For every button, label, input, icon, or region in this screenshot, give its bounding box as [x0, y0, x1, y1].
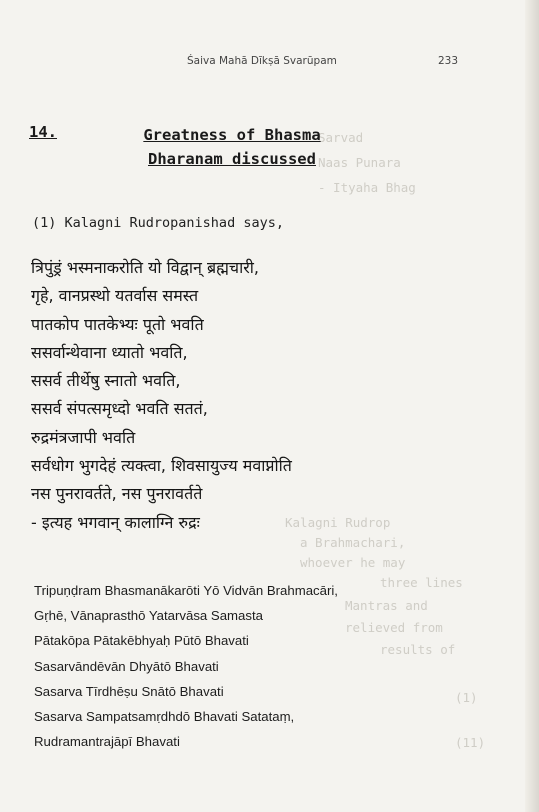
- sanskrit-line: त्रिपुंड्रं भस्मनाकरोति यो विद्वान् ब्रह्मचारी,: [31, 258, 259, 277]
- sanskrit-line: - इत्यह भगवान् कालाग्नि रुद्रः: [31, 512, 200, 532]
- bleed-through-text: Sarvad: [318, 130, 364, 145]
- page-number: 233: [438, 55, 459, 67]
- bleed-through-text: a Brahmachari,: [300, 535, 406, 550]
- sanskrit-line: रुद्रमंत्रजापी भवति: [31, 427, 136, 447]
- sanskrit-line: सर्वधोग भुगदेहं त्यक्त्वा, शिवसायुज्य मवाप्नोति: [31, 456, 292, 476]
- chapter-title: Greatness of Bhasma Dharanam discussed: [143, 126, 321, 168]
- chapter-number: 14.: [29, 123, 57, 141]
- bleed-through-text: three lines: [380, 575, 463, 590]
- sanskrit-line: ससर्व संपत्समृध्दो भवति सततं,: [31, 399, 208, 419]
- transliteration-line: Sasarva Tīrdhēṣu Snātō Bhavati: [34, 683, 224, 699]
- running-head: Śaiva Mahā Dīkṣā Svarūpam: [187, 55, 337, 67]
- bleed-through-text: Kalagni Rudrop: [285, 515, 391, 530]
- transliteration-line: Sasarva Sampatsamṛdhdō Bhavati Satataṃ,: [34, 709, 295, 725]
- bleed-through-text: Naas Punara: [318, 155, 401, 170]
- bleed-through-text: results of: [380, 642, 456, 657]
- bleed-through-text: whoever he may: [300, 555, 406, 570]
- sanskrit-verse: [31, 254, 292, 537]
- bleed-through-text: (11): [455, 735, 486, 750]
- transliteration: [34, 578, 338, 754]
- bleed-through-text: (1): [455, 690, 478, 705]
- sanskrit-line: पातकोप पातकेभ्यः पूतो भवति: [31, 314, 204, 334]
- transliteration-line: Rudramantrajāpī Bhavati: [34, 734, 180, 750]
- transliteration-line: Sasarvāndēvān Dhyātō Bhavati: [34, 658, 219, 674]
- sanskrit-line: ससर्व तीर्थेषु स्नातो भवति,: [31, 371, 181, 391]
- sanskrit-line: ससर्वान्थेवाना ध्यातो भवति,: [31, 342, 188, 362]
- page-edge-shadow: [525, 0, 539, 812]
- sanskrit-line: गृहे, वानप्रस्थो यतर्वास समस्त: [31, 286, 199, 306]
- bleed-through-text: relieved from: [345, 620, 443, 635]
- transliteration-line: Pātakōpa Pātakēbhyaḥ Pūtō Bhavati: [34, 633, 249, 649]
- bleed-through-text: Mantras and: [345, 598, 428, 613]
- transliteration-line: Tripuṇḍram Bhasmanākarōti Yō Vidvān Brahmacāri,: [34, 583, 338, 598]
- transliteration-line: Gṛhē, Vānaprasthō Yatarvāsa Samasta: [34, 608, 263, 624]
- bleed-through-text: - Ityaha Bhag: [318, 180, 416, 195]
- verse-intro: (1) Kalagni Rudropanishad says,: [32, 215, 284, 231]
- sanskrit-line: नस पुनरावर्तते, नस पुनरावर्तते: [31, 484, 203, 504]
